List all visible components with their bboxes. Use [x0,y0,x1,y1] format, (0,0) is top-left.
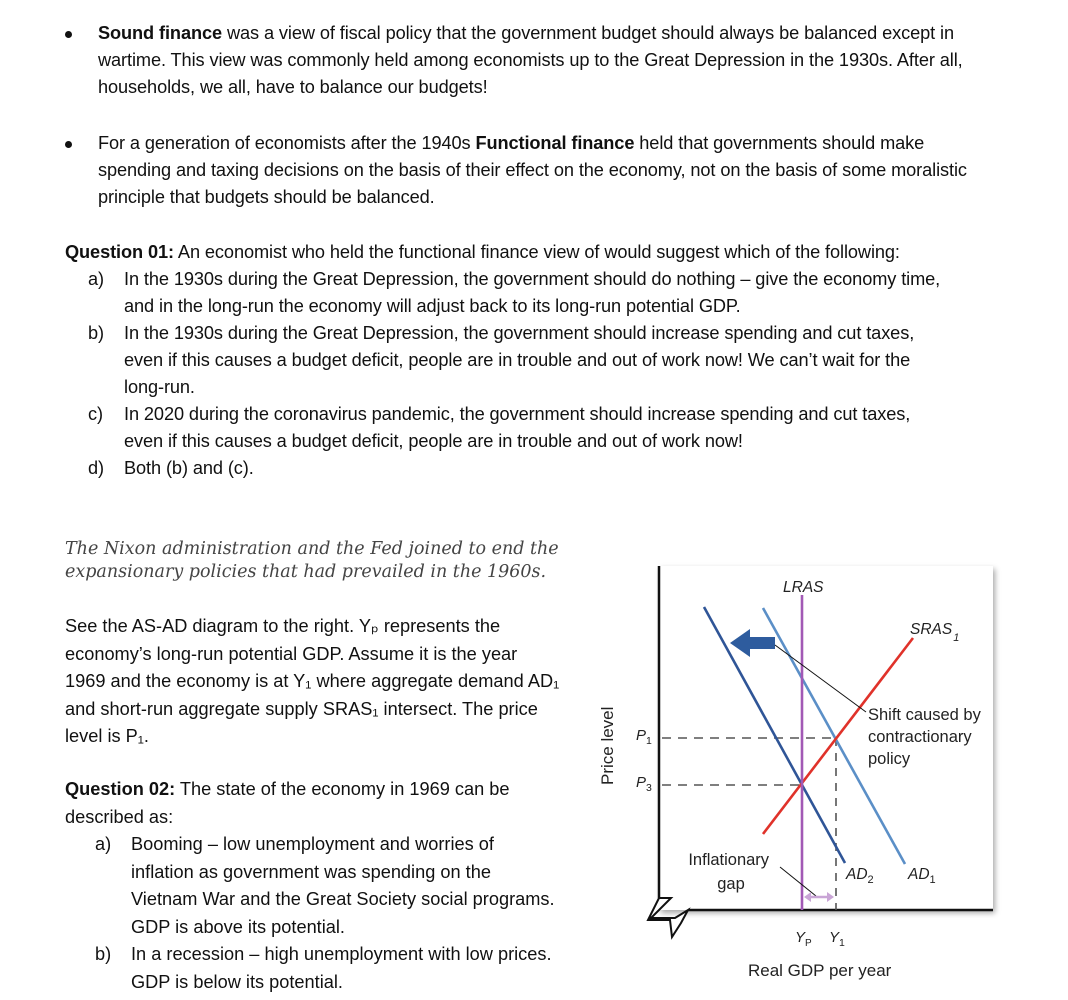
option-b[interactable] [88,320,948,401]
yp-label: $Y_P$ [795,929,812,949]
bullet-functional-finance [98,130,998,211]
option-c[interactable] [88,401,948,455]
question-02 [65,776,565,996]
question-01-text: An economist who held the functional finance view of would suggest which of the following: [173,242,900,262]
shift-note: Shift caused by contractionary policy [868,706,981,768]
option-d[interactable] [88,455,948,482]
option-letter: c) [88,404,103,424]
option-letter: a) [95,834,112,854]
y1-label: $Y_1$ [829,929,845,949]
question-02-options [95,831,555,996]
context-paragraph: See the AS-AD diagram to the right. Yₚ represents the economy’s long-run potential GDP. Assume it is the year 1969 and the economy is at Y₁ where aggregate demand AD₁ and short-run aggregate supply SRAS₁ intersect. The price level is P₁. [65,616,560,746]
option-letter: b) [88,323,104,343]
ad1-label: $AD_1$ [908,866,936,886]
option-a[interactable] [88,266,948,320]
sras1-label: $SRAS_1$ [910,621,960,644]
bullet-text: was a view of fiscal policy that the government budget should always be balanced except in wartime. This view was commonly held among economists up to the Great Depression in the 1930s. After all, households, we all, have to balance our budgets! [98,23,963,97]
bullet-text: For a generation of economists after the 1940s [98,133,476,153]
y-axis-label: Price level [598,706,617,785]
p3-label: $P_3$ [636,774,652,794]
option-text: In a recession – high unemployment with low prices. GDP is below its potential. [131,944,552,992]
term-functional-finance: Functional finance [475,133,635,153]
question-02-prompt [65,776,565,831]
option-b[interactable] [95,941,555,996]
bullet-icon [65,141,72,148]
option-text: In the 1930s during the Great Depression, the government should increase spending and cut taxes, even if this causes a budget deficit, people are in trouble and out of work now! We can’t wait for the long-run. [124,323,915,397]
question-01 [65,239,955,482]
lras-label: LRAS [783,579,824,596]
nixon-caption: The Nixon administration and the Fed joined to end the expansionary policies that had prevailed in the 1960s. [65,539,559,582]
option-letter: b) [95,944,112,964]
option-text: Both (b) and (c). [124,458,254,478]
question-01-label: Question 01: [65,242,174,262]
option-a[interactable] [95,831,555,941]
term-sound-finance: Sound finance [98,23,222,43]
bullet-icon [65,31,72,38]
option-letter: d) [88,458,104,478]
option-text: In 2020 during the coronavirus pandemic, the government should increase spending and cut taxes, even if this causes a budget deficit, people are in trouble and out of work now! [124,404,911,451]
question-02-label: Question 02: [65,779,176,799]
bullet-sound-finance [98,20,998,101]
question-01-options [88,266,948,482]
gap-note: Inflationary gap [688,851,770,893]
option-letter: a) [88,269,104,289]
p1-label: $P_1$ [636,727,652,747]
option-text: Booming – low unemployment and worries of inflation as government was spending on the Vietnam War and the Great Society social programs. GDP is above its potential. [131,834,555,937]
question-01-prompt [65,239,955,266]
bullet-text: held that governments should make spending and taxing decisions on the basis of their effect on the economy, not on the basis of some moralistic principle that budgets should be balanced. [98,133,967,207]
ad2-label: $AD_2$ [846,866,874,886]
as-ad-diagram [580,555,1020,995]
option-text: In the 1930s during the Great Depression, the government should do nothing – give the economy time, and in the long-run the economy will adjust back to its long-run potential GDP. [124,269,941,316]
x-axis-label: Real GDP per year [748,961,892,980]
question-02-text: The state of the economy in 1969 can be described as: [65,779,510,827]
